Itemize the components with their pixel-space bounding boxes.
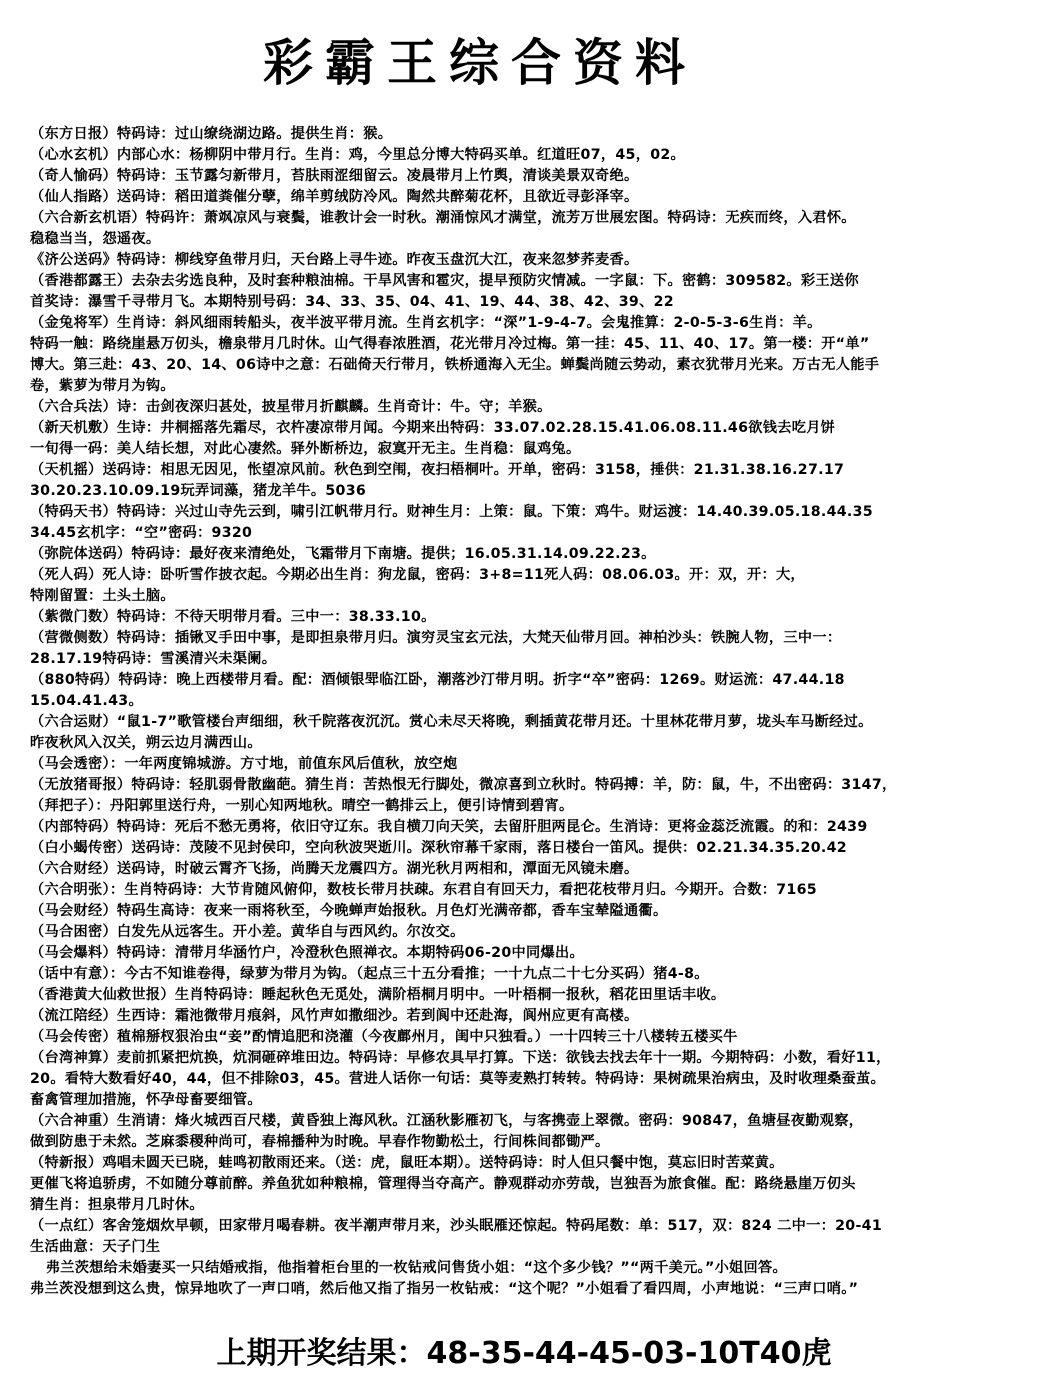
text-line: （新天机敷）生诗：井桐摇落先霜尽，衣杵凄凉带月闻。今期来出特码：33.07.02.28.15.41.06.08.11.46欲钱去吃月饼 bbox=[30, 420, 836, 436]
text-line: （六合运财）“鼠1-7”歌管楼台声细细，秋千院落夜沉沉。赏心未尽天将晚，剩插黄花带月还。十里林花带月萝，垅头车马断经过。 bbox=[30, 714, 873, 730]
text-line: （话中有意）：今古不知谁卷得，绿萝为带月为钩。（起点三十五分看推；一十九点二十七分买码）猪4-8。 bbox=[30, 966, 709, 982]
text-line: （香港都露王）去杂去劣选良种，及时套种粮油棉。干旱风害和雹灾，提早预防灾情减。一字鼠：下。密鹤：309582。彩王送你 bbox=[30, 273, 859, 289]
text-line: 30.20.23.10.09.19玩弄词藻，猪龙羊牛。5036 bbox=[30, 483, 367, 499]
text-line: （香港黄大仙救世报）生肖特码诗：睡起秋色无觅处，满阶梧桐月明中。一叶梧桐一报秋，稻花田里话丰收。 bbox=[30, 987, 726, 1003]
text-line: （马会传密）稙棉掰杈狠治虫“妾”酌情追肥和浇灌（今夜鄜州月，闺中只独看。）一十四转三十八楼转五楼买牛 bbox=[30, 1029, 738, 1045]
text-line: （马会财经）特码生高诗：夜来一雨将秋至，今晚蝉声始报秋。月色灯光满帝都，香车宝辇隘通衢。 bbox=[30, 903, 668, 919]
text-line: （天机摇）送码诗：相思无因见，怅望凉风前。秋色到空闱，夜扫梧桐叶。开单，密码：3158，捶供：21.31.38.16.27.17 bbox=[30, 462, 845, 478]
text-line: （金兔将军）生肖诗：斜风细雨转船头，夜半波平带月流。生肖玄机字：“深”1-9-4-7。会鬼推算：2-0-5-3-6生肖：羊。 bbox=[30, 315, 822, 331]
text-line: 弗兰茨没想到这么贵，惊异地吹了一声口哨，然后他又指了指另一枚钻戒：“这个呢？”小姐看了看四周，小声地说：“三声口哨。” bbox=[30, 1281, 859, 1297]
text-line: （死人码）死人诗：卧听雪作披衣起。今期必出生肖：狗龙鼠，密码：3+8=11死人码：08.06.03。开：双，开：大， bbox=[30, 567, 805, 583]
text-line: 一旬得一码：美人结长想，对此心凄然。驿外断桥边，寂寞开无主。生肖稳：鼠鸡兔。 bbox=[30, 441, 581, 457]
text-line: 博大。第三赴：43、20、14、06诗中之意：石础倚天行带月，铁桥通海入无尘。蝉鬓尚随云势动，素衣犹带月光来。万古无人能手 bbox=[30, 357, 880, 373]
text-line: （马会透密）：一年两度锦城游。方寸地，前值东风后值秋，放空炮 bbox=[30, 756, 458, 772]
text-line: 生活曲意：天子门生 bbox=[30, 1239, 161, 1255]
text-line: （仙人指路）送码诗：稻田道粪催分孽，绵羊剪绒防冷风。陶然共醉菊花杯，且欲近寻彭泽宰。 bbox=[30, 189, 639, 205]
text-line: 畜禽管理加措施，怀孕母畜要细管。 bbox=[30, 1092, 262, 1108]
text-line: （东方日报）特码诗：过山缭绕湖边路。提供生肖：猴。 bbox=[30, 126, 393, 142]
text-line: 《济公送码》特码诗：柳线穿鱼带月归，天台路上寻牛迹。昨夜玉盘沉大江，夜来忽梦荞麦香。 bbox=[30, 252, 639, 268]
text-line: 15.04.41.43。 bbox=[30, 693, 143, 709]
text-line: 20。看特大数看好40，44，但不排除03，45。营进人话你一句话：莫等麦熟打转转。特码诗：果树疏果治病虫，及时收理桑蚕茧。 bbox=[30, 1071, 886, 1087]
text-line: 特刚留置：土头土脑。 bbox=[30, 588, 175, 604]
text-line: （六合兵法）诗：击剑夜深归甚处，披星带月折麒麟。生肖奇计：牛。守；羊猴。 bbox=[30, 399, 552, 415]
text-line: 弗兰茨想给未婚妻买一只结婚戒指，他指着柜台里的一枚钻戒问售货小姐：“这个多少钱？”“两千美元。”小姐回答。 bbox=[30, 1260, 788, 1276]
text-line: （六合新玄机语）特码许：萧飒凉风与衰鬓，谁教计会一时秋。潮涌惊风才满堂，流芳万世展宏图。特码诗：无疾而终，入君怀。 bbox=[30, 210, 856, 226]
text-line: （一点红）客舍笼烟炊早顿，田家带月喝春耕。夜半潮声带月来，沙头眠雁还惊起。特码尾数：单：517，双：824 二中一：20-41 bbox=[30, 1218, 883, 1234]
text-line: （六合财经）送码诗，时破云霄齐飞扬，尚腾天龙震四方。湖光秋月两相和，潭面无风镜未磨。 bbox=[30, 861, 639, 877]
text-line: （六合明张）：生肖特码诗：大节肯随风俯仰，数枝长带月扶疎。东君自有回天力，看把花枝带月归。今期开。合数：7165 bbox=[30, 882, 817, 898]
text-line: 做到防患于未然。芝麻黍稷种尚可，春棉播种为时晚。早春作物勤松土，行间株间都锄严。 bbox=[30, 1134, 610, 1150]
text-line: 猜生肖：担泉带月几时休。 bbox=[30, 1197, 204, 1213]
document-body bbox=[30, 124, 1040, 1300]
text-line: （弥院体送码）特码诗：最好夜来清绝处，飞霜带月下南塘。提供；16.05.31.14.09.22.23。 bbox=[30, 546, 656, 562]
text-line: （特新报）鸡唱未圆天已晓，蛙鸣初散雨还来。（送：虎，鼠旺本期）。送特码诗：时人但只餐中饱，莫忘旧时苦菜黄。 bbox=[30, 1155, 784, 1171]
text-line: （拜把子）：丹阳郭里送行舟，一别心知两地秋。晴空一鹤排云上，便引诗情到碧宵。 bbox=[30, 798, 574, 814]
text-line: 特码一触：路绕崖悬万仞头，檐泉带月几时休。山气得春浓胜酒，花光带月冷过梅。第一挂：45、11、40、17。第一楼：开“单” bbox=[30, 336, 870, 352]
text-line: （心水玄机）内部心水：杨柳阴中带月行。生肖：鸡，今里总分博大特码买单。红道旺07，45，02。 bbox=[30, 147, 686, 163]
text-line: 更催飞将追骄虏，不如随分尊前醉。养鱼犹如种粮棉，管理得当夺高产。静观群动亦劳哉，岂独吾为旅食催。配：路绕悬崖万仞头 bbox=[30, 1176, 856, 1192]
text-line: （特码天书）特码诗：兴过山寺先云到，啸引江帆带月行。财神生月：上策：鼠。下策：鸡牛。财运渡：14.40.39.05.18.44.35 bbox=[30, 504, 873, 520]
text-line: 卷，紫萝为带月为钩。 bbox=[30, 378, 175, 394]
last-draw-result: 上期开奖结果：48-35-44-45-03-10T40虎 bbox=[216, 1336, 832, 1371]
text-line: （奇人愉码）特码诗：玉节露匀新带月，苔肤雨涩细留云。凌晨带月上竹舆，清谈美景双奇绝。 bbox=[30, 168, 639, 184]
text-line: （880特码）特码诗：晚上西楼带月看。配：酒倾银斝临江卧，潮落沙汀带月明。折字“卒”密码：1269。财运流：47.44.18 bbox=[30, 672, 845, 688]
text-line: （台湾神算）麦前抓紧把炕换，炕洞砸碎堆田边。特码诗：早修农具早打算。下送：欲钱去找去年十一期。今期特码：小数，看好11， bbox=[30, 1050, 891, 1066]
text-line: （白小蝎传密）送码诗：茂陵不见封侯印，空向秋波哭逝川。深秋帘幕千家雨，落日楼台一笛风。提供：02.21.34.35.20.42 bbox=[30, 840, 847, 856]
text-line: （无放猪哥报）特码诗：轻肌弱骨散幽葩。猜生肖：苦热恨无行脚处，微凉喜到立秋时。特码搏：羊，防：鼠，牛，不出密码：3147， bbox=[30, 777, 897, 793]
text-line: 首奖诗：瀑雪千寻带月飞。本期特别号码：34、33、35、04、41、19、44、38、42、39、22 bbox=[30, 294, 674, 310]
text-line: （营微侧数）特码诗：插锹叉手田中事，是即担泉带月归。演穷灵宝玄元法，大梵天仙带月回。神柏沙头：铁腕人物，三中一： bbox=[30, 630, 842, 646]
text-line: （马合困密）白发先从远客生。开小差。黄华自与西风约。尔汝交。 bbox=[30, 924, 465, 940]
text-line: 稳稳当当，怨遥夜。 bbox=[30, 231, 161, 247]
text-line: （内部特码）特码诗：死后不愁无勇将，依旧守辽东。我自横刀向天笑，去留肝胆两昆仑。生消诗：更将金蕊泛流霞。的和：2439 bbox=[30, 819, 868, 835]
text-line: （马会爆料）特码诗：清带月华涵竹户，冷澄秋色照禅衣。本期特码06-20中同爆出。 bbox=[30, 945, 584, 961]
text-line: （紫微门数）特码诗：不待天明带月看。三中一：38.33.10。 bbox=[30, 609, 436, 625]
text-line: （流江陪经）生西诗：霜池微带月痕斜，风竹声如撒细沙。若到阆中还赴海，阆州应更有高楼。 bbox=[30, 1008, 639, 1024]
text-line: 34.45玄机字：“空”密码：9320 bbox=[30, 525, 253, 541]
text-line: （六合神重）生消请：烽火城西百尺楼，黄昏独上海风秋。江涵秋影雁初飞，与客携壶上翠微。密码：90847，鱼塘昼夜勤观察， bbox=[30, 1113, 864, 1129]
page-title: 彩霸王综合资料 bbox=[263, 33, 697, 92]
text-line: 28.17.19特码诗：雪溪清兴未渠阑。 bbox=[30, 651, 277, 667]
text-line: 昨夜秋风入汉关，朔云边月满西山。 bbox=[30, 735, 262, 751]
